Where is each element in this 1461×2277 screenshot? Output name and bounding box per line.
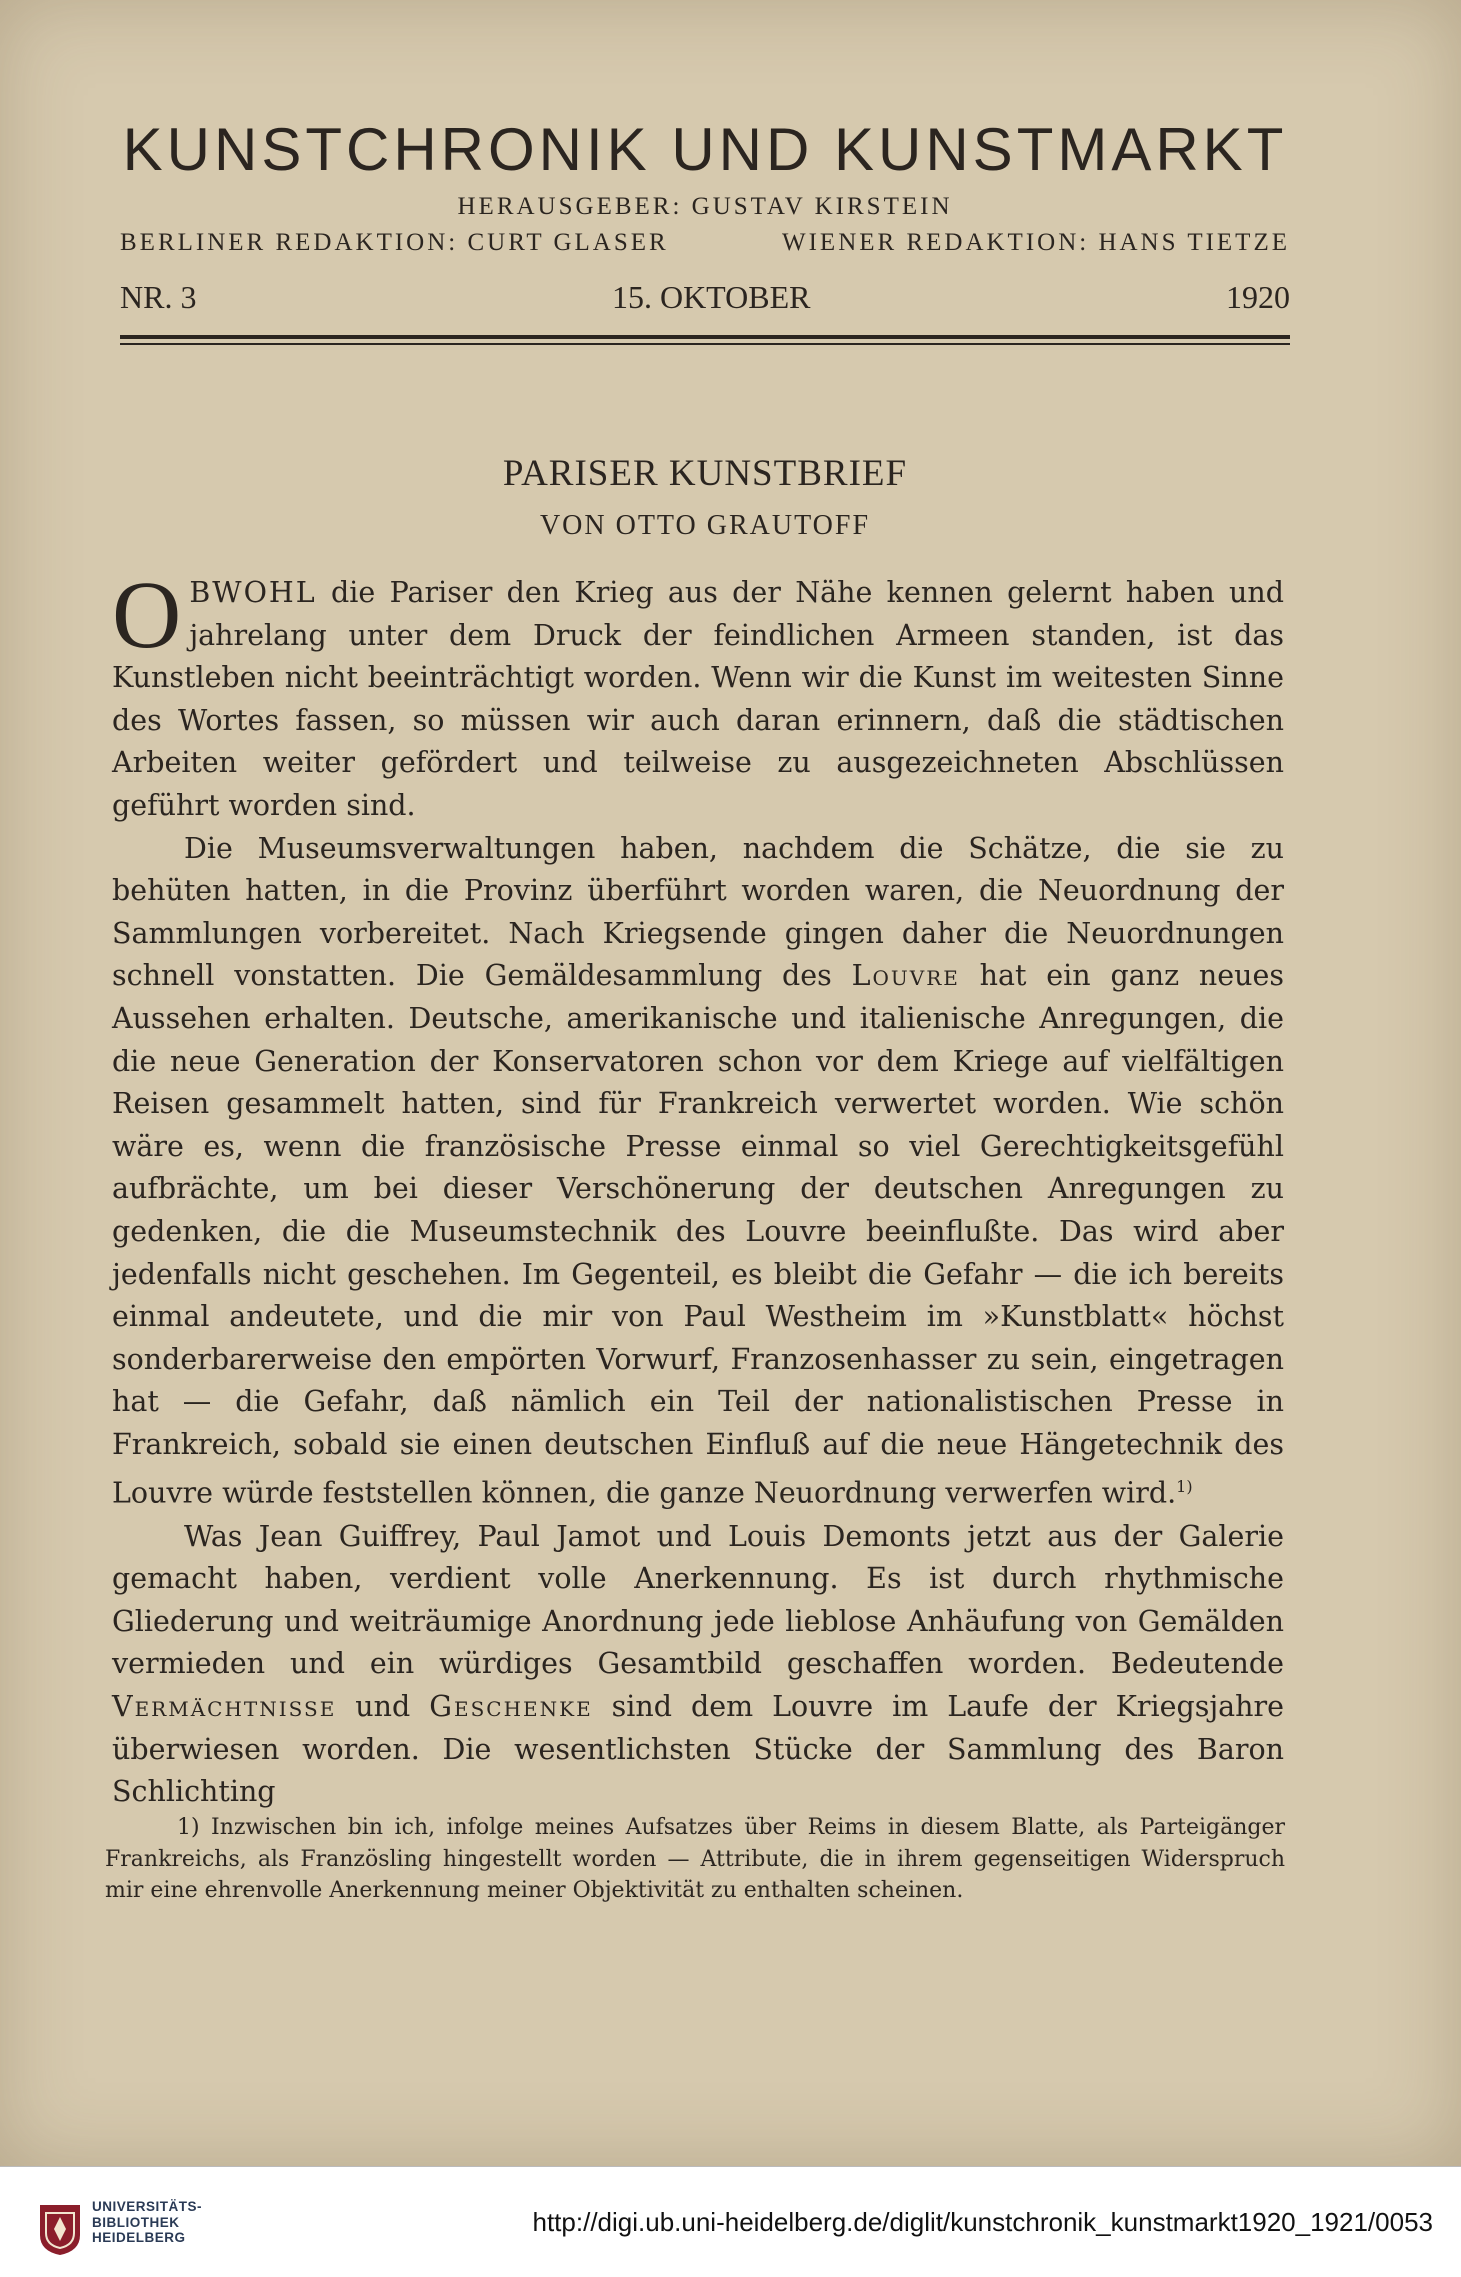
- journal-title: KUNSTCHRONIK UND KUNSTMARKT: [122, 116, 1288, 183]
- article-title: PARISER KUNSTBRIEF: [502, 453, 908, 494]
- editor-line: HERAUSGEBER: GUSTAV KIRSTEIN: [457, 193, 953, 220]
- paragraph-2: [112, 828, 1284, 1516]
- library-name: [92, 2199, 202, 2246]
- paragraph-2-text-a: Die Museumsverwaltungen haben, nachdem die Schätze, die sie zu behüten hatten, in die Provinz überführt worden waren, die Neuordnung der Sammlungen vorbereitet. Nach Kriegsende gingen daher die Neuordnungen schnell vonstatten. Die Gemäldesammlung des: [112, 831, 1284, 993]
- louvre-spaced: Louvre: [851, 959, 960, 993]
- library-logo[interactable]: [36, 2195, 296, 2265]
- paragraph-2-text-b: hat ein ganz neues Aussehen erhalten. Deutsche, amerikanische und italienische Anregungen, die die neue Generation der Konservatoren schon vor dem Kriege auf vielfältigen Reisen gesammelt hatten, sind für Frankreich verwertet worden. Wie schön wäre es, wenn die französische Presse einmal so viel Gerechtigkeitsgefühl aufbrächte, um bei dieser Verschönerung der deutschen Anregungen zu gedenken, die die Museumstechnik des Louvre beeinflußte. Das wird aber jedenfalls nicht geschehen. Im Gegenteil, es bleibt die Gefahr — die ich bereits einmal andeutete, und die mir von Paul Westheim im »Kunstblatt« höchst sonderbarerweise den empörten Vorwurf, Franzosenhasser zu sein, eingetragen hat — die Gefahr, daß nämlich ein Teil der nationalistischen Presse in Frankreich, sobald sie einen deutschen Einfluß auf die neue Hängetechnik des Louvre würde feststellen können, die ganze Neuordnung verwerfen wird.: [112, 959, 1284, 1510]
- library-seal-icon: [36, 2201, 84, 2257]
- redaktion-line: [120, 229, 1290, 257]
- source-url[interactable]: http://digi.ub.uni-heidelberg.de/diglit/kunstchronik_kunstmarkt1920_1921/0053: [532, 2207, 1433, 2237]
- masthead: [120, 118, 1290, 316]
- paragraph-3-text-b: sind dem Louvre im Laufe der Kriegsjahre überwiesen worden. Die wesentlichsten Stücke der Sammlung des Baron Schlichting: [112, 1689, 1285, 1809]
- issue-date: 15. OKTOBER: [611, 279, 811, 315]
- lead-word: BWOHL: [189, 576, 317, 609]
- article-body: [112, 561, 1285, 1814]
- issue-number: NR. 3: [120, 279, 197, 315]
- library-name-line-1: UNIVERSITÄTS-: [92, 2199, 203, 2214]
- geschenke-spaced: Geschenke: [429, 1689, 593, 1723]
- paragraph-1-text: die Pariser den Krieg aus der Nähe kennen gelernt haben und jahrelang unter dem Druck der feindlichen Armeen standen, ist das Kunstleben nicht beeinträchtigt worden. Wenn wir die Kunst im weitesten Sinne des Wortes fassen, so müssen wir auch daran erinnern, daß die städtischen Arbeiten weiter gefördert und teilweise zu ausgezeichneten Abschlüssen geführt worden sind.: [112, 576, 1284, 822]
- library-name-line-3: HEIDELBERG: [92, 2230, 186, 2245]
- footnote: [105, 1812, 1285, 1907]
- article-author: VON OTTO GRAUTOFF: [539, 510, 871, 541]
- paragraph-1: [112, 561, 1284, 828]
- issue-row: [120, 279, 1290, 316]
- vermaechtnisse-spaced: Vermächtnisse: [112, 1689, 337, 1723]
- masthead-rule-thick: [120, 335, 1290, 339]
- berlin-redaktion: BERLINER REDAKTION: CURT GLASER: [120, 229, 669, 256]
- drop-cap: O: [112, 561, 182, 668]
- library-footer-bar: [0, 2166, 1461, 2277]
- footnote-text: 1) Inzwischen bin ich, infolge meines Aufsatzes über Reims in diesem Blatte, als Parteigänger Frankreichs, als Französling hingestellt worden — Attribute, die in ihrem gegenseitigen Widerspruch mir eine ehrenvolle Anerkennung meiner Objektivität zu enthalten scheinen.: [105, 1815, 1285, 1903]
- paragraph-3-und: und: [336, 1689, 430, 1723]
- paragraph-3-text-a: Was Jean Guiffrey, Paul Jamot und Louis Demonts jetzt aus der Galerie gemacht haben, verdient volle Anerkennung. Es ist durch rhythmische Gliederung und weiträumige Anordnung jede lieblose Anhäufung von Gemälden vermieden und ein würdiges Gesamtbild geschaffen worden. Bedeutende: [112, 1519, 1284, 1681]
- library-name-line-2: BIBLIOTHEK: [92, 2214, 180, 2230]
- wien-redaktion: WIENER REDAKTION: HANS TIETZE: [782, 229, 1290, 256]
- masthead-rule-thin: [120, 343, 1290, 345]
- footnote-ref: 1): [1176, 1477, 1193, 1497]
- paragraph-3: [112, 1516, 1284, 1814]
- issue-year: 1920: [1225, 279, 1290, 315]
